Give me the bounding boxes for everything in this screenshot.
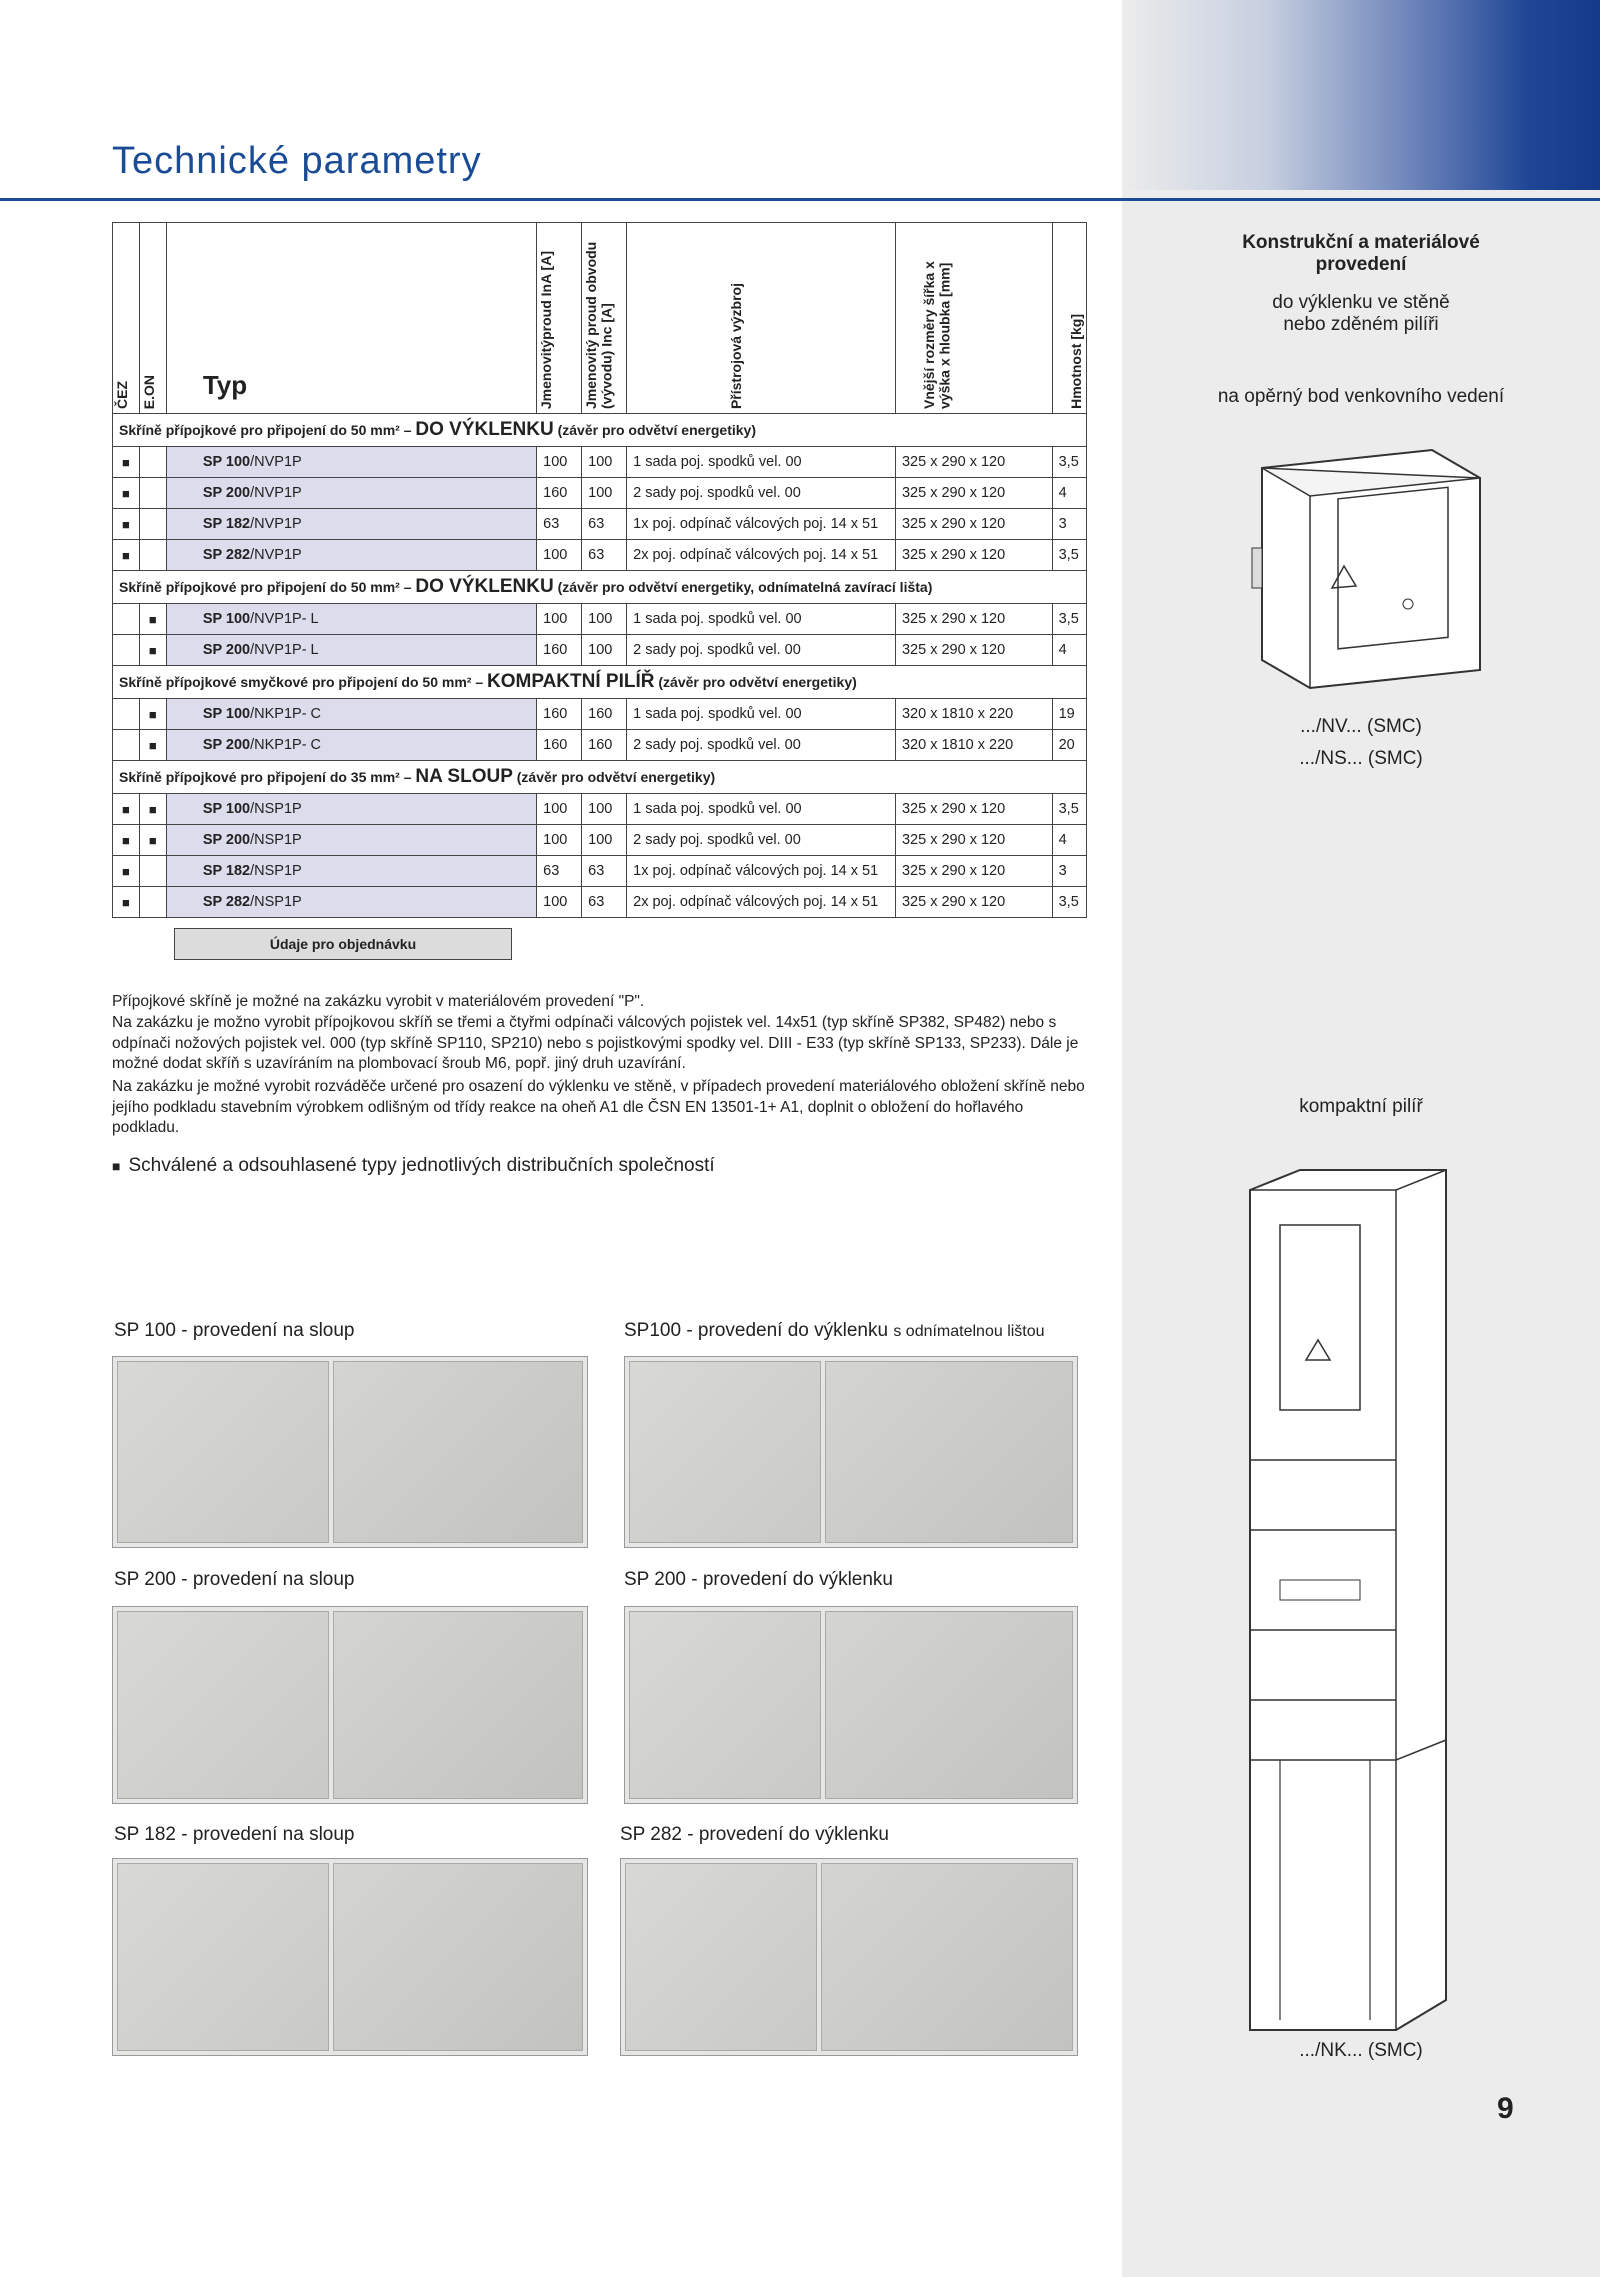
cell-ina: 63 — [537, 509, 582, 540]
table-row — [113, 540, 1087, 571]
cell-vystroj: 1 sada poj. spodků vel. 00 — [627, 699, 896, 730]
caption-sp100-vyklenek: SP100 - provedení do výklenku s odnímatelnou lištou — [624, 1320, 1045, 1341]
cell-ina: 100 — [537, 887, 582, 918]
cell-typ — [166, 635, 536, 666]
cell-vystroj: 2 sady poj. spodků vel. 00 — [627, 825, 896, 856]
cell-cez: ■ — [113, 447, 140, 478]
label-ns: .../NS... (SMC) — [1299, 748, 1423, 769]
section-prefix: Skříně přípojkové pro připojení do 50 mm² – — [119, 579, 412, 595]
cell-eon — [139, 447, 166, 478]
cell-hmotnost: 3,5 — [1052, 887, 1086, 918]
right-heading: Konstrukční a materiálové provedení — [1242, 232, 1480, 275]
body-p1: Přípojkové skříně je možné na zakázku vyrobit v materiálovém provedení "P". — [112, 993, 645, 1010]
cell-inc: 100 — [582, 447, 627, 478]
cell-inc: 100 — [582, 604, 627, 635]
table-row — [113, 794, 1087, 825]
cell-cez: ■ — [113, 509, 140, 540]
header-hmotnost: Hmotnost [kg] — [1052, 223, 1086, 414]
typ-model: SP 182 — [202, 516, 251, 532]
cell-eon: ■ — [139, 699, 166, 730]
cell-cez — [113, 635, 140, 666]
header-ina: Jmenovitýproud InA [A] — [537, 223, 582, 414]
table-row — [113, 635, 1087, 666]
cell-vystroj: 2x poj. odpínač válcových poj. 14 x 51 — [627, 540, 896, 571]
section-title — [113, 571, 1087, 604]
cell-eon — [139, 478, 166, 509]
cell-eon: ■ — [139, 635, 166, 666]
cell-cez — [113, 604, 140, 635]
cell-rozmery: 320 x 1810 x 220 — [895, 730, 1052, 761]
table-row — [113, 730, 1087, 761]
cell-hmotnost: 3,5 — [1052, 540, 1086, 571]
cell-inc: 100 — [582, 794, 627, 825]
typ-model: SP 282 — [202, 894, 251, 910]
header-typ: Typ — [166, 223, 536, 414]
table-header-row — [113, 223, 1087, 414]
photo-sp100-vyklenek — [624, 1356, 1078, 1548]
cell-ina: 100 — [537, 604, 582, 635]
section-row — [113, 666, 1087, 699]
page-title: Technické parametry — [112, 140, 482, 182]
cell-rozmery: 325 x 290 x 120 — [895, 825, 1052, 856]
cell-hmotnost: 3,5 — [1052, 794, 1086, 825]
title-rule — [0, 198, 1600, 201]
cell-typ — [166, 540, 536, 571]
typ-suffix: /NKP1P- C — [250, 706, 322, 722]
table-row — [113, 856, 1087, 887]
cell-vystroj: 1 sada poj. spodků vel. 00 — [627, 794, 896, 825]
cell-ina: 160 — [537, 478, 582, 509]
cell-typ — [166, 447, 536, 478]
right-sub1: do výklenku ve stěně nebo zděném pilíři — [1272, 292, 1450, 335]
header-cez: ČEZ — [113, 223, 140, 414]
cell-rozmery: 325 x 290 x 120 — [895, 540, 1052, 571]
typ-model: SP 200 — [202, 485, 251, 501]
table-row — [113, 509, 1087, 540]
cell-ina: 63 — [537, 856, 582, 887]
cell-hmotnost: 4 — [1052, 635, 1086, 666]
typ-suffix: /NVP1P — [250, 547, 302, 563]
cell-eon: ■ — [139, 730, 166, 761]
cell-typ — [166, 699, 536, 730]
cell-vystroj: 2x poj. odpínač válcových poj. 14 x 51 — [627, 887, 896, 918]
cell-hmotnost: 3 — [1052, 509, 1086, 540]
section-row — [113, 571, 1087, 604]
typ-suffix: /NVP1P — [250, 454, 302, 470]
section-big: DO VÝKLENKU — [415, 419, 554, 440]
cell-inc: 160 — [582, 699, 627, 730]
cell-eon: ■ — [139, 794, 166, 825]
section-suffix: (závěr pro odvětví energetiky, odnímatelná zavírací lišta) — [557, 579, 933, 595]
table-row — [113, 604, 1087, 635]
cell-inc: 100 — [582, 635, 627, 666]
cell-cez: ■ — [113, 856, 140, 887]
section-row — [113, 761, 1087, 794]
table-row — [113, 887, 1087, 918]
typ-suffix: /NSP1P — [250, 863, 302, 879]
cell-hmotnost: 3,5 — [1052, 447, 1086, 478]
typ-model: SP 200 — [202, 642, 251, 658]
body-p2: Na zakázku je možno vyrobit přípojkovou skříň se třemi a čtyřmi odpínači válcových pojistek vel. 14x51 (typ skříně SP382, SP482) nebo s odpínači nožových pojistek vel. 000 (typ skříně SP110, SP210) nebo s pojistkovými spodky vel. DIII - E33 (typ skříně SP133, SP233). Dále je možné dodat skříň s uzavíráním na plombovací šroub M6, popř. jiný druh uzavírání. — [112, 1014, 1079, 1072]
cell-inc: 63 — [582, 887, 627, 918]
cell-hmotnost: 4 — [1052, 478, 1086, 509]
photo-sp182-sloup — [112, 1858, 588, 2056]
label-nk: .../NK... (SMC) — [1299, 2040, 1423, 2061]
spec-table — [112, 222, 1087, 918]
cell-typ — [166, 856, 536, 887]
cell-hmotnost: 19 — [1052, 699, 1086, 730]
typ-model: SP 100 — [202, 706, 251, 722]
typ-model: SP 100 — [202, 454, 251, 470]
page-number: 9 — [1497, 2092, 1514, 2125]
section-row — [113, 414, 1087, 447]
typ-suffix: /NSP1P — [250, 832, 302, 848]
cell-vystroj: 1x poj. odpínač válcových poj. 14 x 51 — [627, 856, 896, 887]
photo-sp200-sloup — [112, 1606, 588, 1804]
cell-eon: ■ — [139, 825, 166, 856]
cell-rozmery: 325 x 290 x 120 — [895, 447, 1052, 478]
cell-vystroj: 1 sada poj. spodků vel. 00 — [627, 604, 896, 635]
cell-rozmery: 325 x 290 x 120 — [895, 856, 1052, 887]
cell-inc: 63 — [582, 540, 627, 571]
cell-rozmery: 325 x 290 x 120 — [895, 604, 1052, 635]
cell-hmotnost: 3,5 — [1052, 604, 1086, 635]
cell-rozmery: 325 x 290 x 120 — [895, 794, 1052, 825]
cell-ina: 160 — [537, 730, 582, 761]
caption-sp200-vyklenek: SP 200 - provedení do výklenku — [624, 1569, 893, 1590]
cell-typ — [166, 794, 536, 825]
header-rozmery: Vnější rozměry šířka x výška x hloubka [mm] — [895, 223, 1052, 414]
typ-model: SP 200 — [202, 737, 251, 753]
right-sub2: na opěrný bod venkovního vedení — [1217, 386, 1505, 407]
body-p3: Na zakázku je možné vyrobit rozváděče určené pro osazení do výklenku ve stěně, v případech provedení materiálového obložení skříně nebo jejího podkladu stavebním výrobkem odlišným od třídy reakce na oheň A1 dle ČSN EN 13501-1+ A1, doplnit o obložení do hořlavého podkladu. — [112, 1078, 1085, 1136]
cell-vystroj: 1 sada poj. spodků vel. 00 — [627, 447, 896, 478]
section-suffix: (závěr pro odvětví energetiky) — [557, 422, 756, 438]
cell-ina: 160 — [537, 635, 582, 666]
cell-typ — [166, 509, 536, 540]
header-inc: Jmenovitý proud obvodu (vývodu) Inc [A] — [582, 223, 627, 414]
cell-eon — [139, 856, 166, 887]
cell-cez: ■ — [113, 540, 140, 571]
typ-model: SP 100 — [202, 611, 251, 627]
legend-text: Schválené a odsouhlasené typy jednotlivých distribučních společností — [128, 1155, 715, 1176]
pillar-illustration — [1240, 1160, 1460, 2040]
cell-eon: ■ — [139, 604, 166, 635]
cell-typ — [166, 825, 536, 856]
enclosure-illustration — [1232, 448, 1492, 698]
cell-inc: 100 — [582, 825, 627, 856]
section-title — [113, 761, 1087, 794]
cell-ina: 160 — [537, 699, 582, 730]
typ-suffix: /NKP1P- C — [250, 737, 322, 753]
typ-suffix: /NVP1P — [250, 516, 302, 532]
cell-cez: ■ — [113, 887, 140, 918]
caption-sp100-sloup: SP 100 - provedení na sloup — [114, 1320, 355, 1341]
cell-rozmery: 325 x 290 x 120 — [895, 478, 1052, 509]
cell-inc: 63 — [582, 856, 627, 887]
cell-cez — [113, 730, 140, 761]
cell-eon — [139, 540, 166, 571]
section-prefix: Skříně přípojkové pro připojení do 50 mm² – — [119, 422, 412, 438]
legend: ■ Schválené a odsouhlasené typy jednotlivých distribučních společností — [112, 1155, 715, 1176]
cell-ina: 100 — [537, 447, 582, 478]
typ-model: SP 182 — [202, 863, 251, 879]
cell-cez: ■ — [113, 794, 140, 825]
section-suffix: (závěr pro odvětví energetiky) — [516, 769, 716, 785]
cell-ina: 100 — [537, 794, 582, 825]
cell-rozmery: 325 x 290 x 120 — [895, 509, 1052, 540]
cell-hmotnost: 20 — [1052, 730, 1086, 761]
cell-typ — [166, 604, 536, 635]
caption-sp182-sloup: SP 182 - provedení na sloup — [114, 1824, 355, 1845]
cell-typ — [166, 730, 536, 761]
cell-hmotnost: 3 — [1052, 856, 1086, 887]
section-big: KOMPAKTNÍ PILÍŘ — [487, 671, 655, 692]
section-big: NA SLOUP — [415, 766, 513, 787]
section-prefix: Skříně přípojkové smyčkové pro připojení do 50 mm² – — [119, 674, 484, 690]
cell-cez: ■ — [113, 478, 140, 509]
cell-typ — [166, 887, 536, 918]
cell-ina: 100 — [537, 540, 582, 571]
cell-cez: ■ — [113, 825, 140, 856]
cell-rozmery: 325 x 290 x 120 — [895, 887, 1052, 918]
header-vystroj: Přístrojová výzbroj — [627, 223, 896, 414]
cell-cez — [113, 699, 140, 730]
header-eon: E.ON — [139, 223, 166, 414]
typ-model: SP 100 — [202, 801, 251, 817]
typ-suffix: /NVP1P- L — [250, 611, 319, 627]
typ-model: SP 200 — [202, 832, 251, 848]
cell-rozmery: 320 x 1810 x 220 — [895, 699, 1052, 730]
table-row — [113, 699, 1087, 730]
cell-eon — [139, 509, 166, 540]
cell-eon — [139, 887, 166, 918]
corner-gradient — [1122, 0, 1600, 190]
table-row — [113, 825, 1087, 856]
typ-suffix: /NSP1P — [250, 894, 302, 910]
kompakt-label: kompaktní pilíř — [1299, 1096, 1423, 1117]
section-title — [113, 414, 1087, 447]
photo-sp100-sloup — [112, 1356, 588, 1548]
typ-suffix: /NVP1P- L — [250, 642, 319, 658]
typ-suffix: /NVP1P — [250, 485, 302, 501]
cell-hmotnost: 4 — [1052, 825, 1086, 856]
cell-vystroj: 2 sady poj. spodků vel. 00 — [627, 730, 896, 761]
section-big: DO VÝKLENKU — [415, 576, 554, 597]
cell-inc: 160 — [582, 730, 627, 761]
section-title — [113, 666, 1087, 699]
table-row — [113, 447, 1087, 478]
cell-typ — [166, 478, 536, 509]
cell-inc: 63 — [582, 509, 627, 540]
caption-sp282-vyklenek: SP 282 - provedení do výklenku — [620, 1824, 889, 1845]
typ-model: SP 282 — [202, 547, 251, 563]
cell-ina: 100 — [537, 825, 582, 856]
cell-vystroj: 2 sady poj. spodků vel. 00 — [627, 635, 896, 666]
table-row — [113, 478, 1087, 509]
cell-vystroj: 2 sady poj. spodků vel. 00 — [627, 478, 896, 509]
section-prefix: Skříně přípojkové pro připojení do 35 mm² – — [119, 769, 412, 785]
photo-sp282-vyklenek — [620, 1858, 1078, 2056]
cell-vystroj: 1x poj. odpínač válcových poj. 14 x 51 — [627, 509, 896, 540]
label-nv: .../NV... (SMC) — [1300, 716, 1422, 737]
cell-rozmery: 325 x 290 x 120 — [895, 635, 1052, 666]
section-suffix: (závěr pro odvětví energetiky) — [658, 674, 857, 690]
caption-sp200-sloup: SP 200 - provedení na sloup — [114, 1569, 355, 1590]
photo-sp200-vyklenek — [624, 1606, 1078, 1804]
order-label: Údaje pro objednávku — [174, 928, 512, 960]
typ-suffix: /NSP1P — [250, 801, 302, 817]
cell-inc: 100 — [582, 478, 627, 509]
